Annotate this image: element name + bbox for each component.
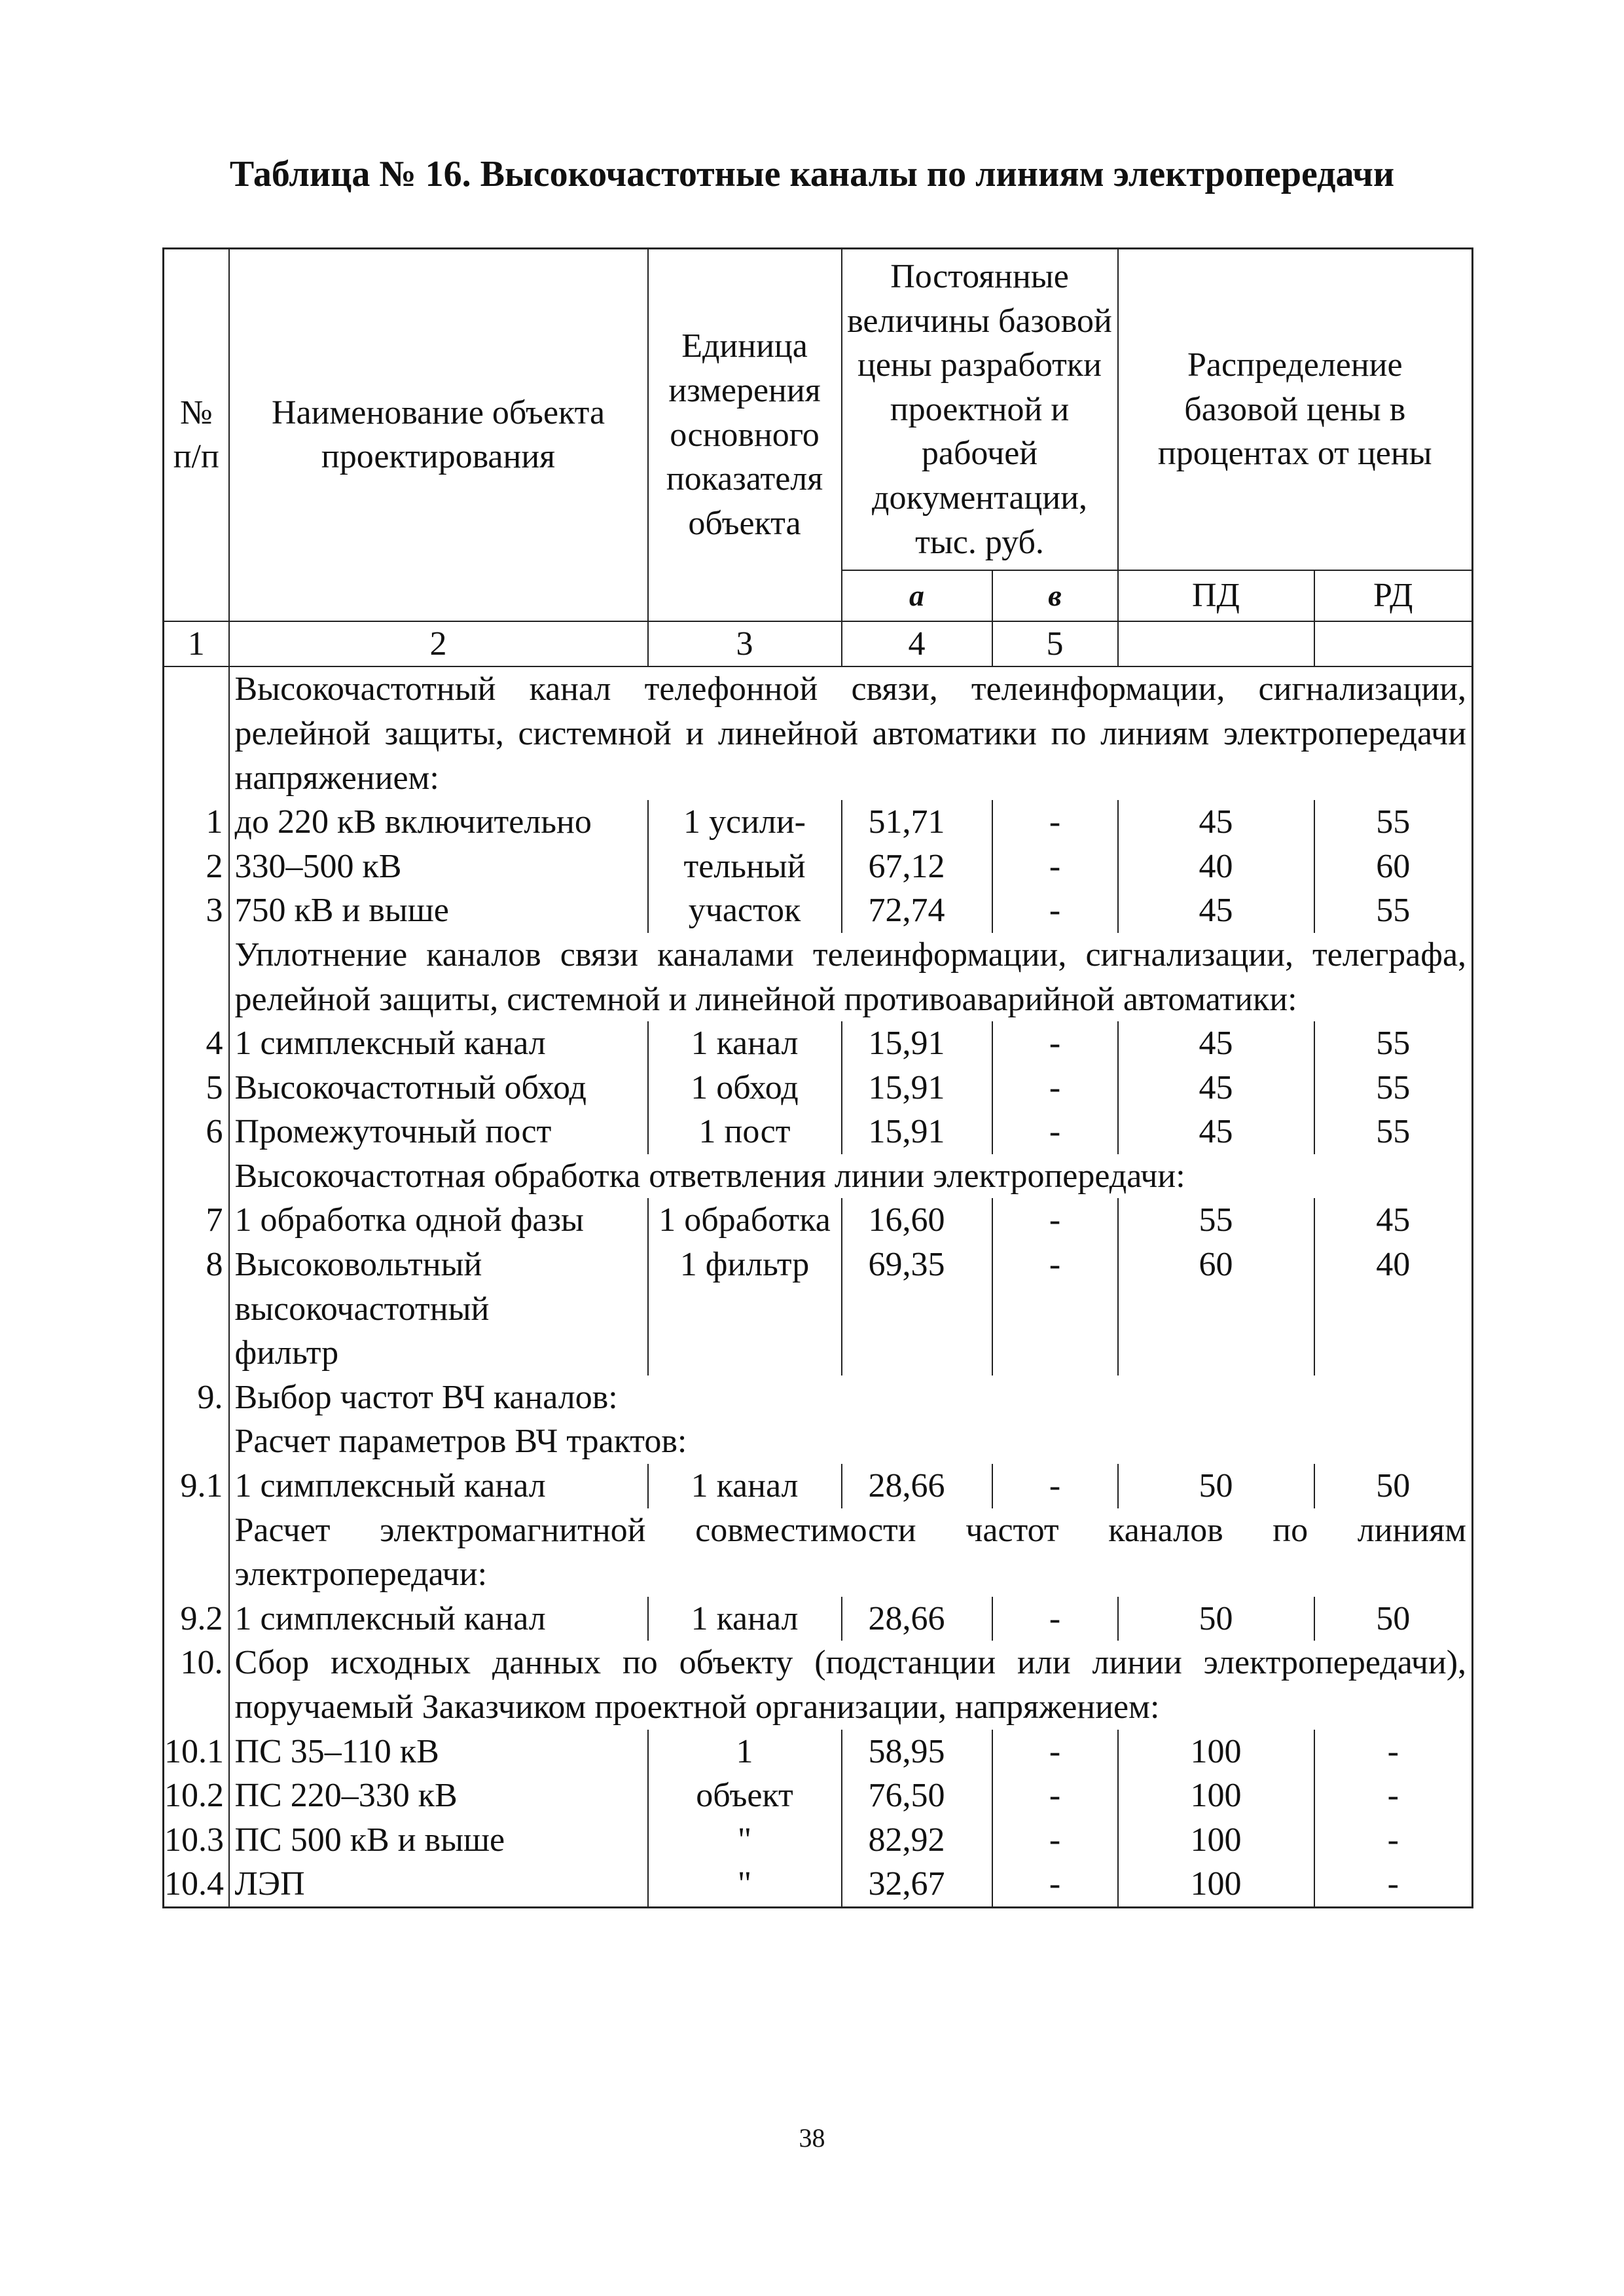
row-number: 9. — [164, 1376, 229, 1420]
percent-pd: 45 — [1118, 1021, 1314, 1066]
value-a: 32,67 — [842, 1862, 992, 1907]
unit-of-measure — [648, 1331, 842, 1376]
header-pd: ПД — [1118, 570, 1314, 621]
percent-rd: - — [1314, 1774, 1473, 1818]
percent-pd: 45 — [1118, 1110, 1314, 1154]
section-heading: Расчет параметров ВЧ трактов: — [229, 1419, 1473, 1464]
object-name: ПС 35–110 кВ — [229, 1730, 648, 1774]
row-number — [164, 933, 229, 1021]
row-number: 10.3 — [164, 1818, 229, 1863]
percent-pd: 60 — [1118, 1243, 1314, 1287]
section-heading: Расчет электромагнитной совместимости частот каналов по линиям электропередачи: — [229, 1508, 1473, 1597]
percent-pd: 45 — [1118, 800, 1314, 845]
table-row — [164, 1066, 1473, 1110]
table-row — [164, 1287, 1473, 1332]
unit-of-measure: " — [648, 1862, 842, 1907]
percent-pd — [1118, 1331, 1314, 1376]
value-a: 69,35 — [842, 1243, 992, 1287]
row-number: 5 — [164, 1066, 229, 1110]
column-number — [1314, 621, 1473, 667]
percent-rd: - — [1314, 1818, 1473, 1863]
object-name: 1 обработка одной фазы — [229, 1198, 648, 1243]
row-number: 10.2 — [164, 1774, 229, 1818]
object-name: Высокочастотный обход — [229, 1066, 648, 1110]
page-title: Таблица № 16. Высокочастотные каналы по линиям электропередачи — [229, 154, 1395, 194]
value-a: 51,71 — [842, 800, 992, 845]
row-number: 10.4 — [164, 1862, 229, 1907]
percent-rd: 55 — [1314, 800, 1473, 845]
column-number: 2 — [229, 621, 648, 667]
value-v: - — [992, 1243, 1118, 1287]
unit-of-measure: " — [648, 1818, 842, 1863]
unit-of-measure: 1 обход — [648, 1066, 842, 1110]
table-section-row — [164, 933, 1473, 1021]
row-number — [164, 666, 229, 800]
section-heading: Высокочастотная обработка ответвления линии электропередачи: — [229, 1154, 1473, 1199]
column-number: 4 — [842, 621, 992, 667]
object-name: 1 симплексный канал — [229, 1464, 648, 1508]
percent-rd: 60 — [1314, 845, 1473, 889]
unit-of-measure: 1 фильтр — [648, 1243, 842, 1287]
percent-rd: 50 — [1314, 1597, 1473, 1641]
object-name: до 220 кВ включительно — [229, 800, 648, 845]
value-a: 72,74 — [842, 888, 992, 933]
column-number: 5 — [992, 621, 1118, 667]
price-table — [162, 247, 1473, 1908]
value-a: 28,66 — [842, 1464, 992, 1508]
row-number: 7 — [164, 1198, 229, 1243]
percent-pd: 45 — [1118, 1066, 1314, 1110]
unit-of-measure: 1 — [648, 1730, 842, 1774]
percent-rd — [1314, 1331, 1473, 1376]
unit-of-measure: 1 канал — [648, 1021, 842, 1066]
column-number: 3 — [648, 621, 842, 667]
object-name: Высоковольтный — [229, 1243, 648, 1287]
table-body — [164, 621, 1473, 1908]
table-row — [164, 1597, 1473, 1641]
value-v: - — [992, 1110, 1118, 1154]
header-num: № п/п — [164, 249, 229, 621]
value-a: 15,91 — [842, 1021, 992, 1066]
value-a: 82,92 — [842, 1818, 992, 1863]
table-row — [164, 1331, 1473, 1376]
section-heading: Выбор частот ВЧ каналов: — [229, 1376, 1473, 1420]
percent-rd: 55 — [1314, 1021, 1473, 1066]
column-number: 1 — [164, 621, 229, 667]
value-v: - — [992, 1464, 1118, 1508]
header-name: Наименование объекта проектирования — [229, 249, 648, 621]
section-heading: Высокочастотный канал телефонной связи, телеинформации, сигнализации, релейной защиты, системной и линейной автоматики по линиям электропередачи напряжением: — [229, 666, 1473, 800]
row-number: 6 — [164, 1110, 229, 1154]
table-section-row — [164, 1508, 1473, 1597]
value-v: - — [992, 1818, 1118, 1863]
percent-rd: 40 — [1314, 1243, 1473, 1287]
value-v: - — [992, 1597, 1118, 1641]
row-number: 1 — [164, 800, 229, 845]
row-number — [164, 1331, 229, 1376]
row-number — [164, 1508, 229, 1597]
object-name: ПС 500 кВ и выше — [229, 1818, 648, 1863]
unit-of-measure: объект — [648, 1774, 842, 1818]
row-number: 9.1 — [164, 1464, 229, 1508]
percent-rd: - — [1314, 1862, 1473, 1907]
percent-pd: 40 — [1118, 845, 1314, 889]
object-name: ЛЭП — [229, 1862, 648, 1907]
row-number: 9.2 — [164, 1597, 229, 1641]
header-rd: РД — [1314, 570, 1473, 621]
value-v: - — [992, 1730, 1118, 1774]
value-a: 15,91 — [842, 1110, 992, 1154]
percent-pd: 100 — [1118, 1818, 1314, 1863]
percent-rd: 55 — [1314, 888, 1473, 933]
table-row — [164, 1243, 1473, 1287]
percent-rd: 50 — [1314, 1464, 1473, 1508]
object-name: 1 симплексный канал — [229, 1021, 648, 1066]
unit-of-measure: участок — [648, 888, 842, 933]
unit-of-measure: 1 обработка — [648, 1198, 842, 1243]
table-row — [164, 1021, 1473, 1066]
object-name: фильтр — [229, 1331, 648, 1376]
column-number-row — [164, 621, 1473, 667]
row-number: 3 — [164, 888, 229, 933]
object-name: Промежуточный пост — [229, 1110, 648, 1154]
object-name: 330–500 кВ — [229, 845, 648, 889]
percent-rd: 45 — [1314, 1198, 1473, 1243]
row-number — [164, 1154, 229, 1199]
value-a — [842, 1287, 992, 1332]
row-number: 10.1 — [164, 1730, 229, 1774]
header-a: а — [842, 570, 992, 621]
section-heading: Сбор исходных данных по объекту (подстанции или линии электропередачи), поручаемый Заказчиком проектной организации, напряжением: — [229, 1641, 1473, 1729]
page-number: 38 — [799, 2123, 825, 2153]
object-name: высокочастотный — [229, 1287, 648, 1332]
value-v: - — [992, 1021, 1118, 1066]
value-v — [992, 1287, 1118, 1332]
percent-pd: 55 — [1118, 1198, 1314, 1243]
value-a: 28,66 — [842, 1597, 992, 1641]
unit-of-measure: тельный — [648, 845, 842, 889]
row-number — [164, 1287, 229, 1332]
table-row — [164, 800, 1473, 845]
percent-rd: - — [1314, 1730, 1473, 1774]
object-name: 750 кВ и выше — [229, 888, 648, 933]
object-name: ПС 220–330 кВ — [229, 1774, 648, 1818]
table-row — [164, 1730, 1473, 1774]
table-section-row — [164, 1419, 1473, 1464]
table-row — [164, 1862, 1473, 1907]
table-row — [164, 1110, 1473, 1154]
value-v: - — [992, 1066, 1118, 1110]
table-row — [164, 845, 1473, 889]
unit-of-measure: 1 канал — [648, 1597, 842, 1641]
row-number: 4 — [164, 1021, 229, 1066]
table-row — [164, 1818, 1473, 1863]
row-number — [164, 1419, 229, 1464]
value-v: - — [992, 1862, 1118, 1907]
percent-rd — [1314, 1287, 1473, 1332]
header-v: в — [992, 570, 1118, 621]
value-a — [842, 1331, 992, 1376]
table-section-row — [164, 1376, 1473, 1420]
table-section-row — [164, 1641, 1473, 1729]
value-a: 15,91 — [842, 1066, 992, 1110]
value-a: 16,60 — [842, 1198, 992, 1243]
percent-pd: 45 — [1118, 888, 1314, 933]
row-number: 8 — [164, 1243, 229, 1287]
percent-rd: 55 — [1314, 1066, 1473, 1110]
value-a: 67,12 — [842, 845, 992, 889]
value-v: - — [992, 888, 1118, 933]
value-v: - — [992, 1774, 1118, 1818]
unit-of-measure — [648, 1287, 842, 1332]
value-a: 58,95 — [842, 1730, 992, 1774]
header-const: Постоянные величины базовой цены разработки проектной и рабочей документации, тыс. руб. — [842, 249, 1118, 571]
table-row — [164, 888, 1473, 933]
table-header — [164, 249, 1473, 621]
value-a: 76,50 — [842, 1774, 992, 1818]
percent-pd — [1118, 1287, 1314, 1332]
unit-of-measure: 1 усили- — [648, 800, 842, 845]
value-v: - — [992, 845, 1118, 889]
percent-pd: 100 — [1118, 1730, 1314, 1774]
unit-of-measure: 1 пост — [648, 1110, 842, 1154]
object-name: 1 симплексный канал — [229, 1597, 648, 1641]
section-heading: Уплотнение каналов связи каналами телеинформации, сигнализации, телеграфа, релейной защиты, системной и линейной противоаварийной автоматики: — [229, 933, 1473, 1021]
table-row — [164, 1464, 1473, 1508]
percent-pd: 100 — [1118, 1862, 1314, 1907]
column-number — [1118, 621, 1314, 667]
percent-rd: 55 — [1314, 1110, 1473, 1154]
table-section-row — [164, 666, 1473, 800]
row-number: 2 — [164, 845, 229, 889]
table-section-row — [164, 1154, 1473, 1199]
header-unit: Единица измерения основного показателя объекта — [648, 249, 842, 621]
row-number: 10. — [164, 1641, 229, 1729]
value-v: - — [992, 1198, 1118, 1243]
table-row — [164, 1198, 1473, 1243]
unit-of-measure: 1 канал — [648, 1464, 842, 1508]
value-v: - — [992, 800, 1118, 845]
header-dist: Распределение базовой цены в процентах от цены — [1118, 249, 1473, 571]
percent-pd: 100 — [1118, 1774, 1314, 1818]
price-table-container — [162, 247, 1471, 1908]
value-v — [992, 1331, 1118, 1376]
percent-pd: 50 — [1118, 1464, 1314, 1508]
table-row — [164, 1774, 1473, 1818]
percent-pd: 50 — [1118, 1597, 1314, 1641]
